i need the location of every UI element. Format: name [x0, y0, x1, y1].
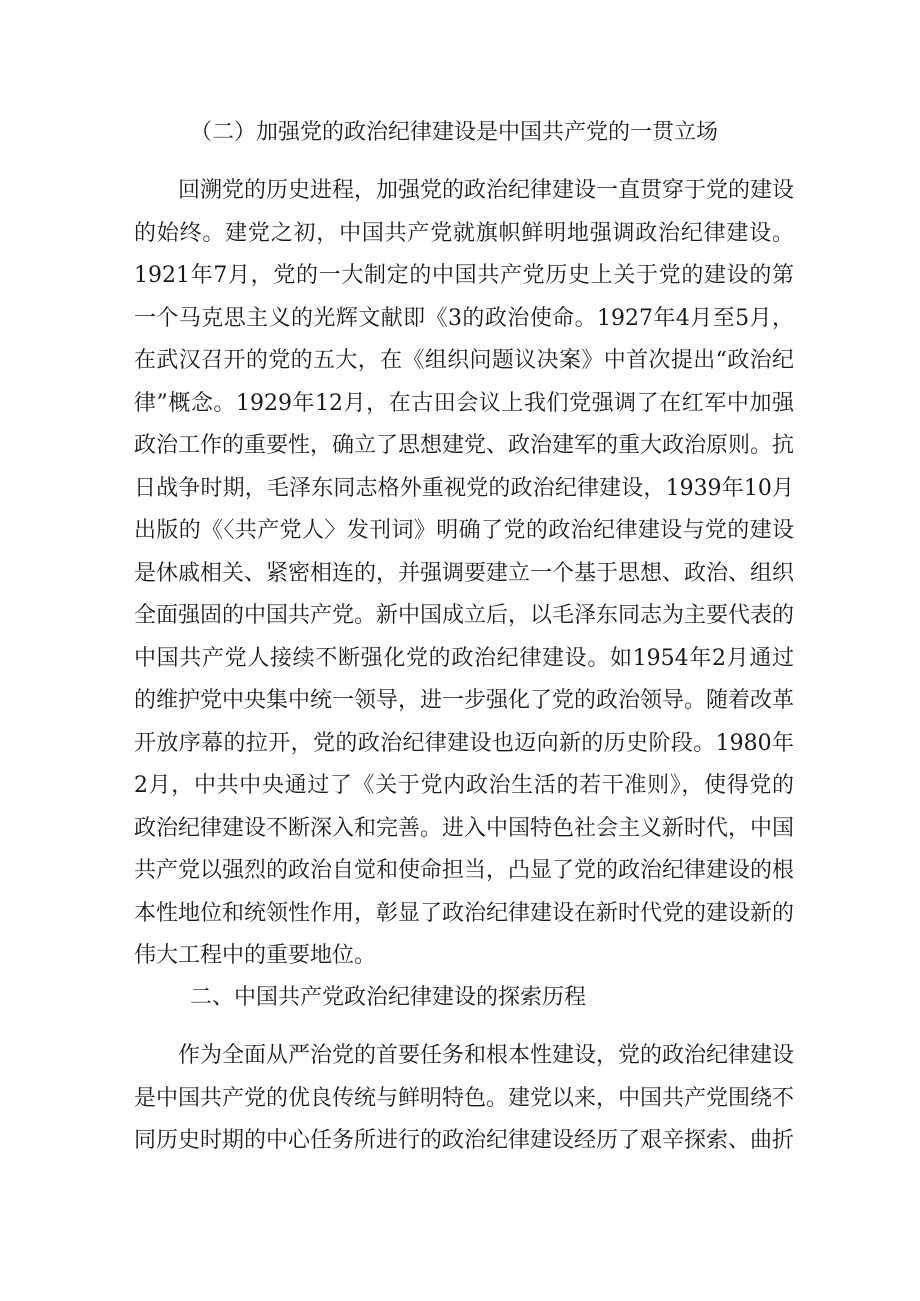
paragraph-exploration-intro: 作为全面从严治党的首要任务和根本性建设，党的政治纪律建设是中国共产党的优良传统与鲜明特色。建党以来，中国共产党围绕不同历史时期的中心任务所进行的政治纪律建设经历了艰辛探索、曲折 — [134, 1043, 795, 1153]
section-heading-party-political-discipline: （二）加强党的政治纪律建设是中国共产党的一贯立场 — [190, 120, 719, 145]
paragraph-historical-process: 回溯党的历史进程，加强党的政治纪律建设一直贯穿于党的建设的始终。建党之初，中国共产党就旗帜鲜明地强调政治纪律建设。1921年7月，党的一大制定的中国共产党历史上关于党的建设的第一个马克思主义的光辉文献即《3的政治使命。1927年4月至5月，在武汉召开的党的五大，在《组织问题议决案》中首次提出“政治纪律”概念。1929年12月，在古田会议上我们党强调了在红军中加强政治工作的重要性，确立了思想建党、政治建军的重大政治原则。抗日战争时期，毛泽东同志格外重视党的政治纪律建设，1939年10月出版的《〈共产党人〉发刊词》明确了党的政治纪律建设与党的建设是休戚相关、紧密相连的，并强调要建立一个基于思想、政治、组织全面强固的中国共产党。新中国成立后，以毛泽东同志为主要代表的中国共产党人接续不断强化党的政治纪律建设。如1954年2月通过的维护党中央集中统一领导，进一步强化了党的政治领导。随着改革开放序幕的拉开，党的政治纪律建设也迈向新的历史阶段。1980年2月，中共中央通过了《关于党内政治生活的若干准则》，使得党的政治纪律建设不断深入和完善。进入中国特色社会主义新时代，中国共产党以强烈的政治自觉和使命担当，凸显了党的政治纪律建设的根本性地位和统领性作用，彰显了政治纪律建设在新时代党的建设新的伟大工程中的重要地位。 — [134, 178, 795, 968]
section-heading-exploration-history: 二、中国共产党政治纪律建设的探索历程 — [190, 985, 587, 1010]
